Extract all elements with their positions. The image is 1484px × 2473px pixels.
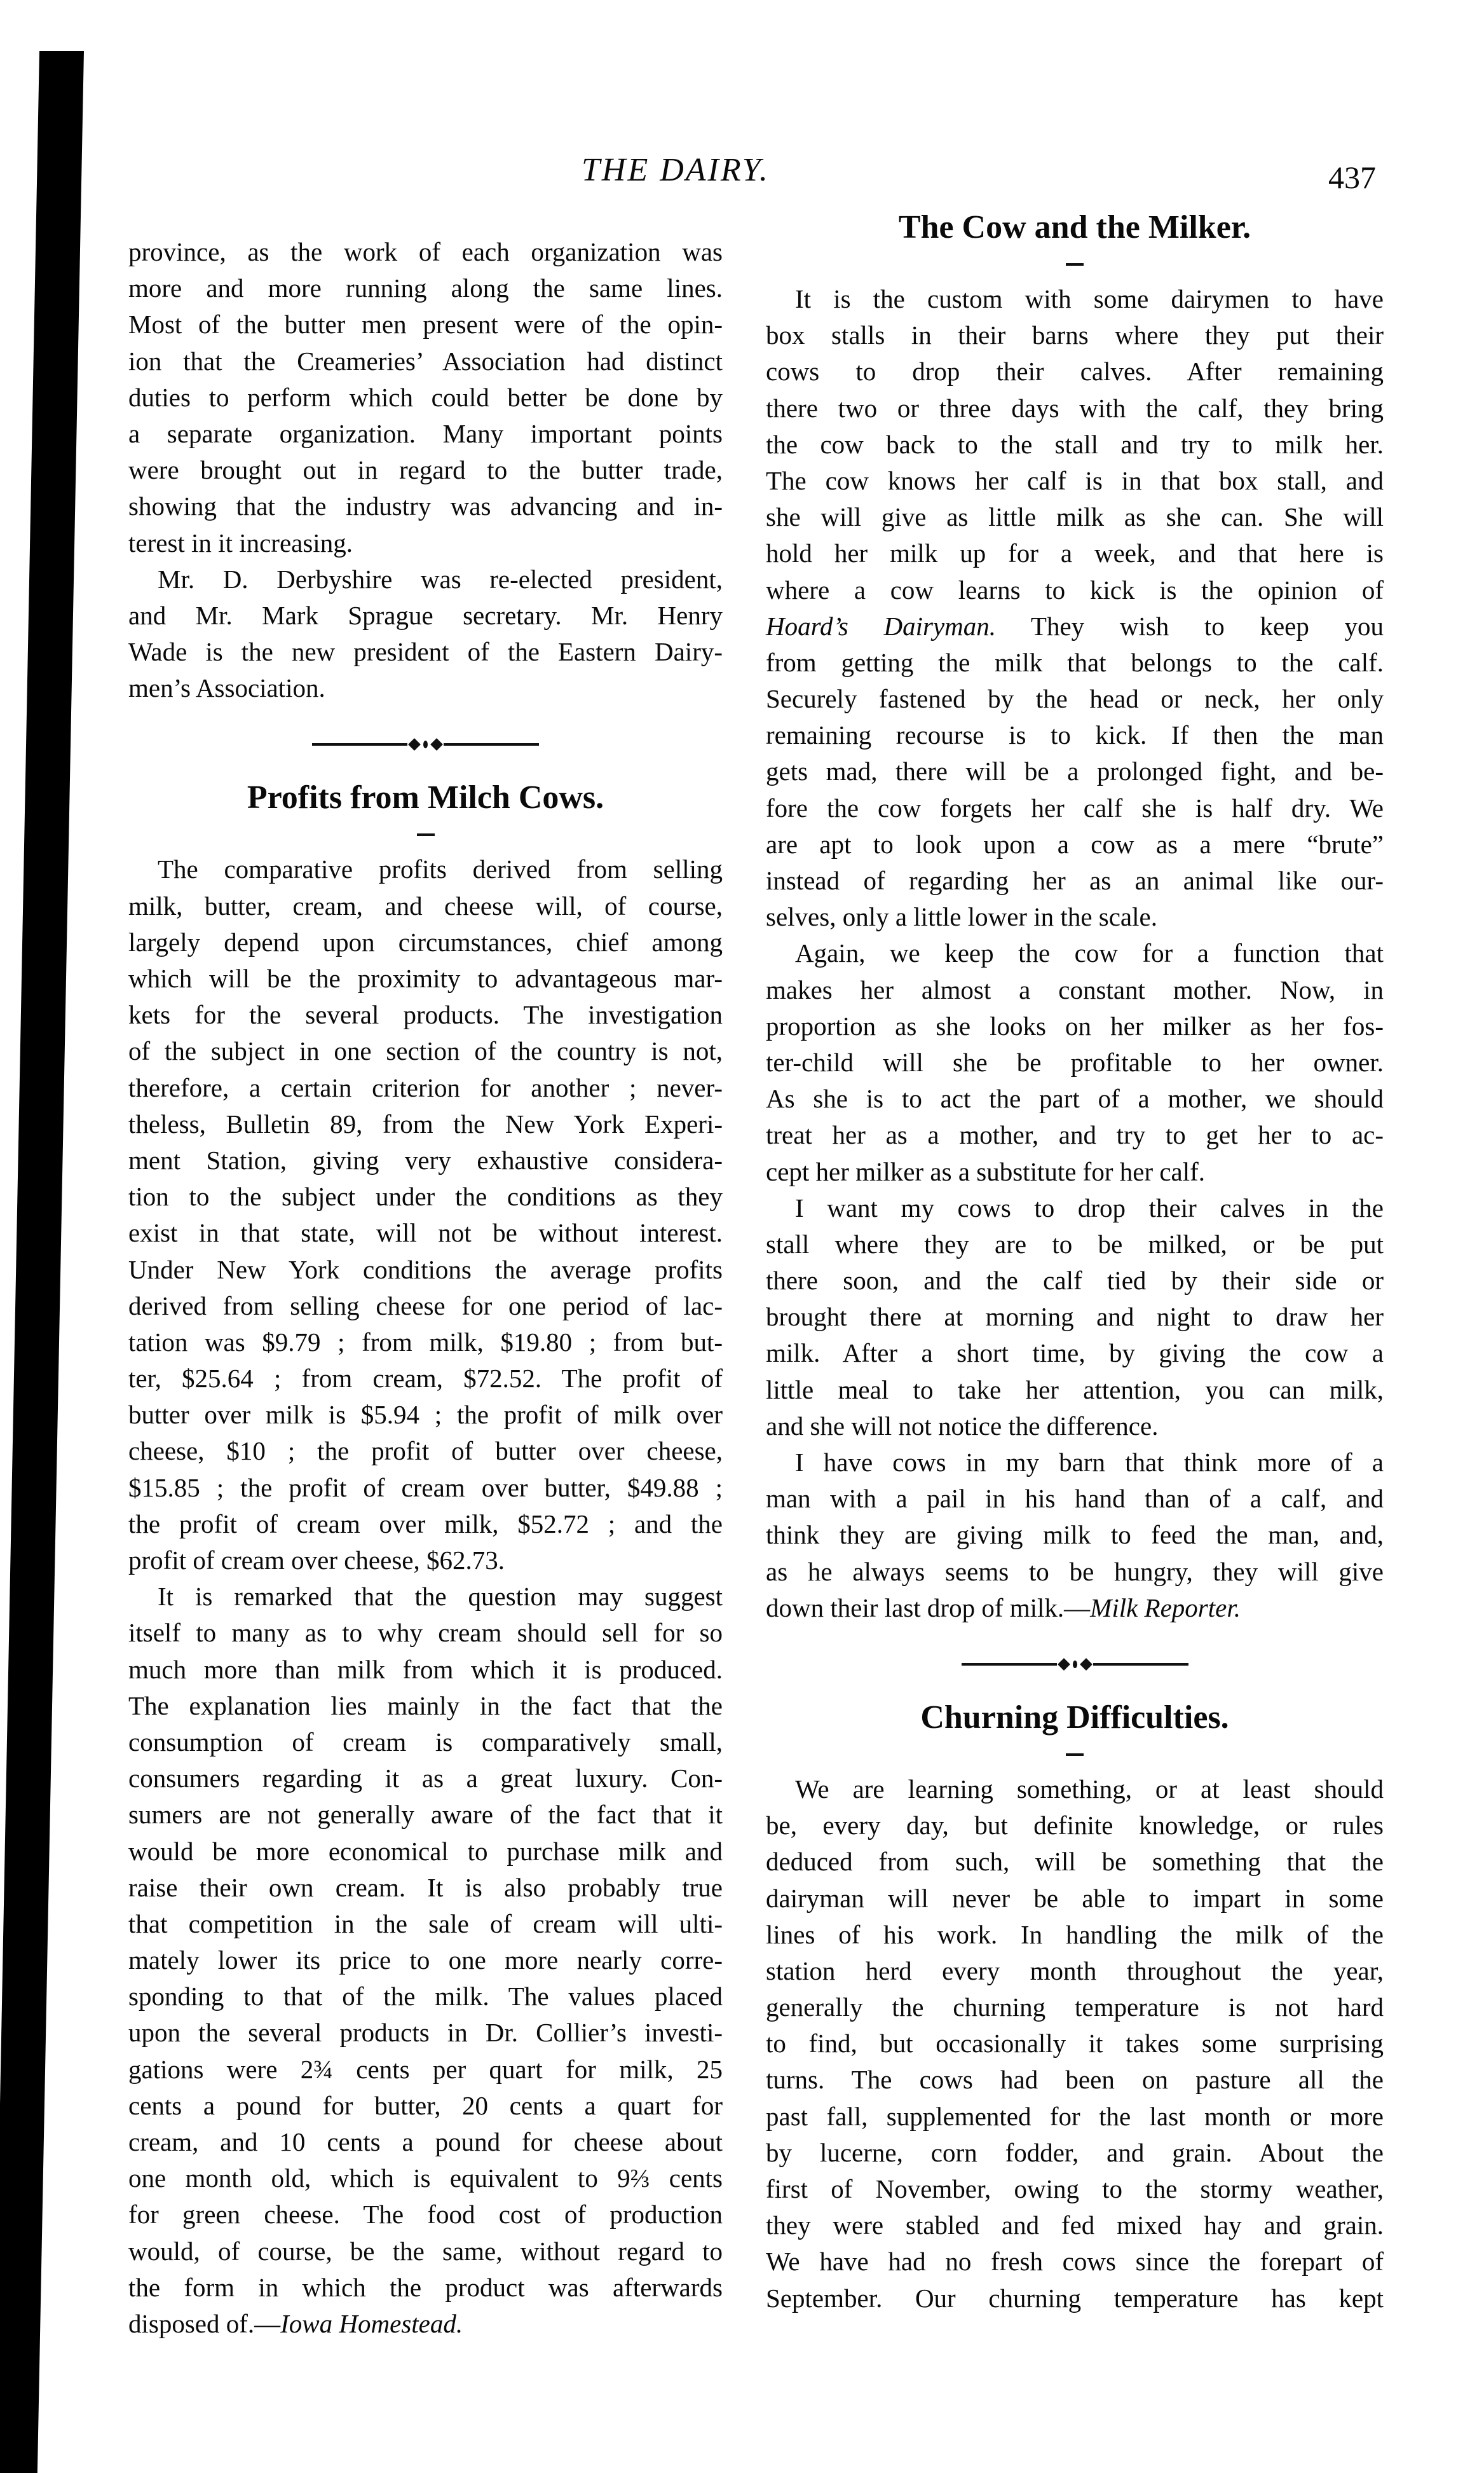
source-citation: Iowa Homestead. bbox=[280, 2308, 463, 2338]
text-line: where a cow learns to kick is the opinion of bbox=[766, 575, 1384, 605]
text-line: cents a pound for butter, 20 cents a quart for bbox=[128, 2090, 723, 2120]
text-line: for green cheese. The food cost of production bbox=[128, 2200, 723, 2230]
text-line: proportion as she looks on her milker as her fos- bbox=[766, 1011, 1384, 1041]
text-line: ter, $25.64 ; from cream, $72.52. The profit of bbox=[128, 1364, 723, 1394]
text-line: mately lower its price to one more nearly corre- bbox=[128, 1945, 723, 1975]
continued-paragraph-2 bbox=[128, 561, 723, 707]
source-citation: Milk Reporter. bbox=[1090, 1593, 1241, 1622]
text-line: terest in it increasing. bbox=[128, 528, 353, 558]
text-line: they were stabled and fed mixed hay and grain. bbox=[766, 2210, 1384, 2240]
text-line: Most of the butter men present were of the opin- bbox=[128, 310, 723, 339]
text-line: makes her almost a constant mother. Now, in bbox=[766, 975, 1384, 1004]
text-line: The comparative profits derived from selling bbox=[158, 854, 723, 884]
text-line: deduced from such, will be something that the bbox=[766, 1847, 1384, 1877]
text-line: selves, only a little lower in the scale. bbox=[766, 902, 1157, 932]
text-line: milk. After a short time, by giving the cow a bbox=[766, 1338, 1384, 1368]
dot-icon bbox=[423, 741, 428, 748]
title-rule bbox=[1066, 263, 1084, 266]
text-line: as he always seems to be hungry, they will give bbox=[766, 1556, 1384, 1586]
text-line: much more than milk from which it is produced. bbox=[128, 1654, 723, 1684]
right-column bbox=[766, 205, 1384, 2317]
text-line: and she will not notice the difference. bbox=[766, 1411, 1159, 1441]
article-paragraph bbox=[766, 935, 1384, 1189]
article-title-churning: Churning Difficulties. bbox=[920, 1699, 1229, 1736]
diamond-icon bbox=[1080, 1658, 1093, 1671]
left-column bbox=[128, 234, 723, 2342]
section-divider-ornament bbox=[766, 1652, 1384, 1677]
article-title-profits: Profits from Milch Cows. bbox=[247, 779, 604, 816]
text-line: lines of his work. In handling the milk of the bbox=[766, 1919, 1384, 1949]
text-line: stall where they are to be milked, or be put bbox=[766, 1229, 1384, 1259]
text-line: box stalls in their barns where they put their bbox=[766, 320, 1384, 350]
closing-text: disposed of.— bbox=[128, 2308, 281, 2338]
text-line: cows to drop their calves. After remaining bbox=[766, 357, 1384, 387]
text-line: consumers regarding it as a great luxury. Con- bbox=[128, 1764, 723, 1793]
text-line: cept her milker as a substitute for her calf. bbox=[766, 1156, 1206, 1186]
text-line: raise their own cream. It is also probably true bbox=[128, 1872, 723, 1902]
article-paragraph bbox=[766, 281, 1384, 608]
text-line: a separate organization. Many important points bbox=[128, 418, 723, 448]
text-line: consumption of cream is comparatively small, bbox=[128, 1727, 723, 1757]
closing-text: down their last drop of milk.— bbox=[766, 1593, 1091, 1622]
text-line: hold her milk up for a week, and that here is bbox=[766, 538, 1384, 568]
citation-line bbox=[766, 608, 1384, 645]
article-closing-line bbox=[766, 1590, 1384, 1626]
text-line: which will be the proximity to advantageous mar- bbox=[128, 964, 723, 993]
divider-bar bbox=[444, 743, 539, 746]
title-rule bbox=[1066, 1753, 1084, 1756]
dot-icon bbox=[1073, 1661, 1077, 1668]
text-line: there two or three days with the calf, they bring bbox=[766, 393, 1384, 423]
text-line: gets mad, there will be a prolonged fight, and be- bbox=[766, 757, 1384, 786]
divider-bar bbox=[312, 743, 407, 746]
text-line: instead of regarding her as an animal like our- bbox=[766, 866, 1384, 895]
text-line: ment Station, giving very exhaustive considera- bbox=[128, 1145, 723, 1175]
cited-publication: Hoard’s Dairyman. bbox=[766, 611, 997, 641]
text-line: first of November, owing to the stormy weather, bbox=[766, 2174, 1384, 2203]
line-text: They wish to keep you bbox=[996, 611, 1384, 641]
text-line: man with a pail in his hand than of a calf, and bbox=[766, 1484, 1384, 1514]
text-line: kets for the several products. The investigation bbox=[128, 1000, 723, 1030]
text-line: past fall, supplemented for the last month or more bbox=[766, 2101, 1384, 2131]
text-line: duties to perform which could better be done by bbox=[128, 382, 723, 412]
text-line: tion to the subject under the conditions as they bbox=[128, 1182, 723, 1212]
text-line: We are learning something, or at least should bbox=[795, 1774, 1384, 1804]
text-line: exist in that state, will not be without interest. bbox=[128, 1218, 723, 1248]
text-line: generally the churning temperature is not hard bbox=[766, 1992, 1384, 2022]
text-line: theless, Bulletin 89, from the New York Experi- bbox=[128, 1109, 723, 1139]
text-line: to find, but occasionally it takes some surprising bbox=[766, 2029, 1384, 2059]
text-line: gations were 2¾ cents per quart for milk, 25 bbox=[128, 2054, 723, 2084]
text-line: milk, butter, cream, and cheese will, of course, bbox=[128, 891, 723, 921]
text-line: the cow back to the stall and try to milk her. bbox=[766, 429, 1384, 459]
text-line: It is the custom with some dairymen to have bbox=[795, 284, 1384, 313]
text-line: showing that the industry was advancing and in- bbox=[128, 491, 723, 521]
text-line: treat her as a mother, and try to get her to ac- bbox=[766, 1120, 1384, 1150]
text-line: The explanation lies mainly in the fact that the bbox=[128, 1690, 723, 1720]
text-line: Again, we keep the cow for a function that bbox=[795, 938, 1384, 968]
text-line: The cow knows her calf is in that box stall, and bbox=[766, 465, 1384, 495]
article-paragraph bbox=[128, 851, 723, 1579]
text-line: largely depend upon circumstances, chief among bbox=[128, 927, 723, 957]
text-line: butter over milk is $5.94 ; the profit of milk over bbox=[128, 1400, 723, 1430]
text-line: upon the several products in Dr. Collier’s investi- bbox=[128, 2018, 723, 2048]
text-line: be, every day, but definite knowledge, or rules bbox=[766, 1811, 1384, 1840]
text-line: tation was $9.79 ; from milk, $19.80 ; from but- bbox=[128, 1327, 723, 1357]
text-line: men’s Association. bbox=[128, 673, 325, 703]
text-line: there soon, and the calf tied by their side or bbox=[766, 1266, 1384, 1296]
text-line: sumers are not generally aware of the fact that it bbox=[128, 1800, 723, 1830]
text-line: from getting the milk that belongs to the calf. bbox=[766, 647, 1384, 677]
text-line: cheese, $10 ; the profit of butter over cheese, bbox=[128, 1436, 723, 1466]
divider-bar bbox=[962, 1663, 1057, 1666]
text-line: that competition in the sale of cream will ulti- bbox=[128, 1908, 723, 1938]
text-line: one month old, which is equivalent to 9⅔ cents bbox=[128, 2163, 723, 2193]
text-line: Under New York conditions the average profits bbox=[128, 1254, 723, 1284]
text-line: It is remarked that the question may suggest bbox=[158, 1582, 723, 1612]
diamond-icon bbox=[430, 739, 443, 751]
article-paragraph bbox=[766, 1444, 1384, 1590]
text-line: September. Our churning temperature has kept bbox=[766, 2283, 1384, 2313]
text-line: Wade is the new president of the Eastern Dairy- bbox=[128, 637, 723, 667]
text-line: and Mr. Mark Sprague secretary. Mr. Henry bbox=[128, 600, 723, 630]
text-line: cream, and 10 cents a pound for cheese about bbox=[128, 2127, 723, 2156]
article-paragraph bbox=[766, 1771, 1384, 2317]
text-line: derived from selling cheese for one period of lac- bbox=[128, 1291, 723, 1320]
text-line: turns. The cows had been on pasture all the bbox=[766, 2065, 1384, 2095]
text-line: she will give as little milk as she can. She will bbox=[766, 502, 1384, 532]
text-line: Securely fastened by the head or neck, her only bbox=[766, 684, 1384, 714]
continued-paragraph bbox=[128, 234, 723, 561]
text-line: dairyman will never be able to impart in some bbox=[766, 1883, 1384, 1913]
text-line: As she is to act the part of a mother, we should bbox=[766, 1084, 1384, 1114]
scan-binding-edge bbox=[0, 51, 84, 2473]
text-line: profit of cream over cheese, $62.73. bbox=[128, 1545, 505, 1575]
text-line: I want my cows to drop their calves in the bbox=[795, 1193, 1384, 1223]
text-line: would, of course, be the same, without regard to bbox=[128, 2236, 723, 2266]
text-line: station herd every month throughout the year, bbox=[766, 1956, 1384, 1985]
text-line: Mr. D. Derbyshire was re-elected president, bbox=[158, 564, 723, 594]
text-line: little meal to take her attention, you can milk, bbox=[766, 1374, 1384, 1404]
text-line: the form in which the product was afterwards bbox=[128, 2272, 723, 2302]
text-line: ion that the Creameries’ Association had distinct bbox=[128, 346, 723, 376]
text-line: fore the cow forgets her calf she is half dry. We bbox=[766, 793, 1384, 823]
text-line: itself to many as to why cream should sell for so bbox=[128, 1618, 723, 1648]
journal-title: THE DAIRY. bbox=[582, 152, 770, 188]
text-line: by lucerne, corn fodder, and grain. About the bbox=[766, 2137, 1384, 2167]
title-rule bbox=[417, 833, 435, 836]
text-line: $15.85 ; the profit of cream over butter, $49.88 ; bbox=[128, 1472, 723, 1502]
text-line: remaining recourse is to kick. If then the man bbox=[766, 720, 1384, 750]
text-line: therefore, a certain criterion for another ; never- bbox=[128, 1072, 723, 1102]
article-closing-line bbox=[128, 2306, 723, 2342]
text-line: province, as the work of each organization was bbox=[128, 237, 723, 266]
text-line: more and more running along the same lines. bbox=[128, 273, 723, 303]
page-number: 437 bbox=[1328, 160, 1376, 195]
article-paragraph bbox=[128, 1579, 723, 2306]
diamond-icon bbox=[408, 739, 421, 751]
text-line: were brought out in regard to the butter trade, bbox=[128, 455, 723, 485]
article-title-cow-milker: The Cow and the Milker. bbox=[898, 209, 1251, 245]
text-line: I have cows in my barn that think more of a bbox=[795, 1448, 1384, 1477]
divider-bar bbox=[1093, 1663, 1188, 1666]
text-line: are apt to look upon a cow as a mere “brute” bbox=[766, 829, 1384, 859]
text-line: would be more economical to purchase milk and bbox=[128, 1836, 723, 1866]
text-line: sponding to that of the milk. The values placed bbox=[128, 1982, 723, 2011]
section-divider-ornament bbox=[128, 732, 723, 757]
article-paragraph-cont bbox=[766, 645, 1384, 936]
text-line: think they are giving milk to feed the man, and, bbox=[766, 1520, 1384, 1550]
diamond-icon bbox=[1058, 1658, 1070, 1671]
text-line: the profit of cream over milk, $52.72 ; and the bbox=[128, 1509, 723, 1538]
text-line: of the subject in one section of the country is not, bbox=[128, 1036, 723, 1066]
text-line: We have had no fresh cows since the forepart of bbox=[766, 2247, 1384, 2277]
article-paragraph bbox=[766, 1190, 1384, 1444]
text-line: brought there at morning and night to draw her bbox=[766, 1302, 1384, 1332]
text-line: ter-child will she be profitable to her owner. bbox=[766, 1047, 1384, 1077]
